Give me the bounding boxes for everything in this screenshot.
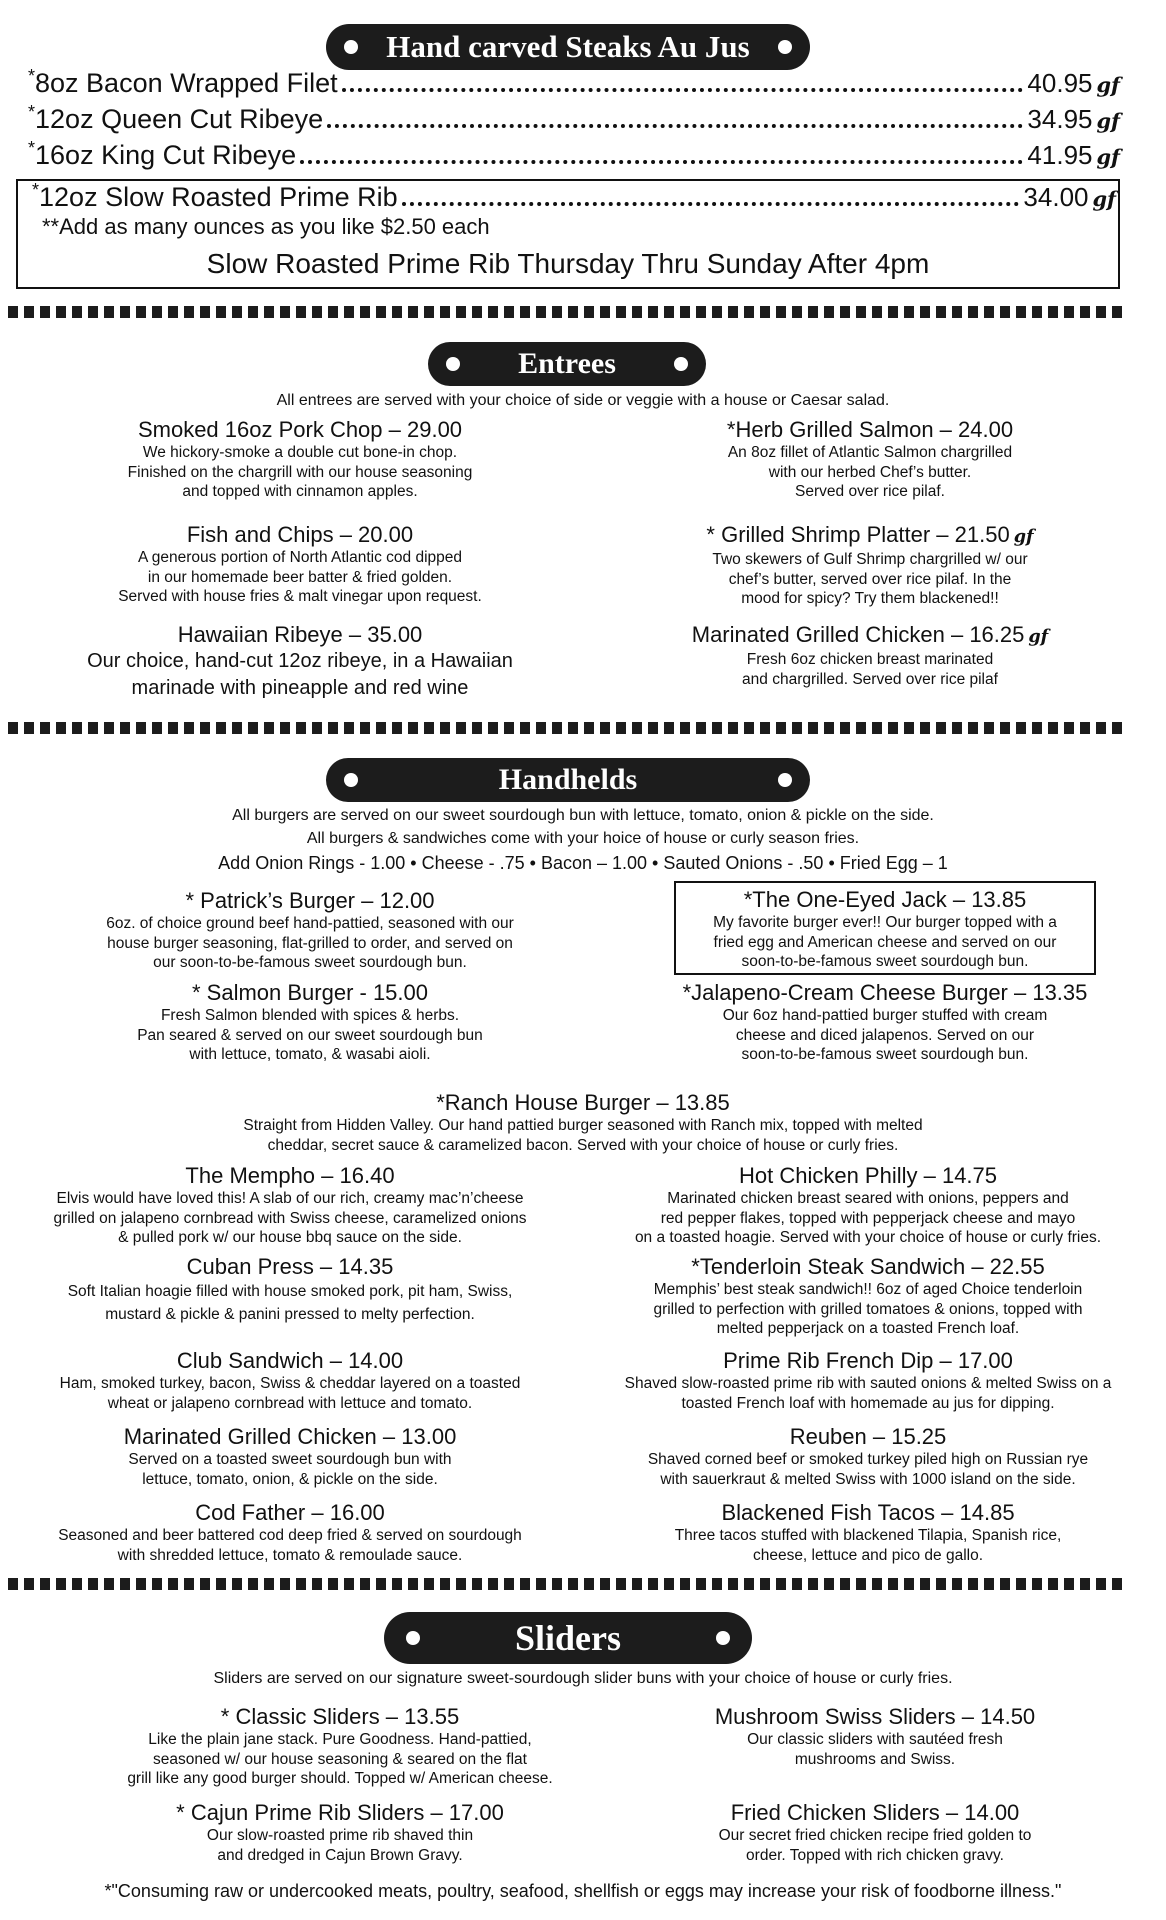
menu-item [570,1163,1166,1248]
addons: Add Onion Rings - 1.00 • Cheese - .75 • Bacon – 1.00 • Sauted Onions - .50 • Fried Egg – 1 [218,853,948,873]
item-desc: Elvis would have loved this! A slab of our rich, creamy mac’n’cheese grilled on jalapeno cornbread with Swiss cheese, caramelized onions & pulled pork w/ our house bbq sauce on the side. [53,1190,527,1246]
menu-item [570,1348,1166,1413]
item-desc: Like the plain jane stack. Pure Goodness. Hand-pattied, seasoned w/ our house seasoning & seared on the flat grill like any good burger should. Topped w/ American cheese. [127,1731,553,1787]
menu-item [650,1704,1100,1769]
handhelds-header [326,758,810,802]
item-desc: An 8oz fillet of Atlantic Salmon chargrilled with our herbed Chef’s butter. Served over rice pilaf. [727,444,1013,500]
item-title: Smoked 16oz Pork Chop – 29.00 [137,417,463,442]
featured-menu-item [674,881,1096,975]
gluten-free-icon: gf [1013,526,1034,547]
item-title: Fish and Chips – 20.00 [186,522,414,547]
menu-item [100,1090,1066,1155]
prime-rib-special: Slow Roasted Prime Rib Thursday Thru Sunday After 4pm [206,248,930,279]
menu-item [650,1800,1100,1865]
menu-item [570,1500,1166,1565]
gluten-free-icon: gf [1028,626,1049,647]
item-title: *Tenderloin Steak Sandwich – 22.55 [691,1254,1045,1279]
menu-item [40,622,560,702]
bullet-icon [716,1631,730,1645]
menu-item [0,1348,580,1413]
item-desc: Our secret fried chicken recipe fried golden to order. Topped with rich chicken gravy. [718,1827,1032,1864]
item-desc: We hickory-smoke a double cut bone-in chop. Finished on the chargrill with our house seasoning and topped with cinnamon apples. [127,444,473,500]
steak-price: 40.95 [1027,68,1093,98]
item-desc: Served on a toasted sweet sourdough bun with lettuce, tomato, onion, & pickle on the side. [128,1451,452,1488]
item-title: *Jalapeno-Cream Cheese Burger – 13.35 [682,980,1088,1005]
menu-item [70,1704,610,1789]
item-title: Cod Father – 16.00 [195,1500,385,1525]
sliders-title: Sliders [514,1618,621,1658]
steak-price: 34.00 [1023,182,1089,212]
item-title: Club Sandwich – 14.00 [176,1348,404,1373]
handhelds-title: Handhelds [498,763,638,796]
section-divider [8,722,1124,734]
menu-item [620,622,1120,689]
item-desc: Our slow-roasted prime rib shaved thin and dredged in Cajun Brown Gravy. [206,1827,474,1864]
item-desc: 6oz. of choice ground beef hand-pattied, seasoned with our house burger seasoning, flat-grilled to order, and served on our soon-to-be-famous sweet sourdough bun. [106,915,514,971]
item-desc: Seasoned and beer battered cod deep fried & served on sourdough with shredded lettuce, tomato & remoulade sauce. [58,1527,522,1564]
entrees-title: Entrees [518,347,616,380]
sliders-header [384,1612,752,1664]
menu-item [620,417,1120,502]
bullet-icon [446,357,460,371]
menu-item [40,522,560,607]
item-title: * Grilled Shrimp Platter – 21.50 [706,522,1010,547]
item-title: Reuben – 15.25 [789,1424,947,1449]
bullet-icon [778,40,792,54]
item-desc: Fresh Salmon blended with spices & herbs. Pan seared & served on our sweet sourdough bun with lettuce, tomato, & wasabi aioli. [137,1007,483,1063]
steak-price: 41.95 [1027,140,1093,170]
menu-item [0,1254,580,1326]
item-title: Marinated Grilled Chicken – 16.25 [691,622,1025,647]
prime-rib-note: **Add as many ounces as you like $2.50 each [42,214,490,239]
entrees-header [428,342,706,386]
menu-item [40,417,560,502]
item-desc: Our 6oz hand-pattied burger stuffed with cream cheese and diced jalapenos. Served on our soon-to-be-famous sweet sourdough bun. [722,1007,1048,1063]
steak-name: 12oz Queen Cut Ribeye [35,104,324,134]
item-title: Fried Chicken Sliders – 14.00 [730,1800,1020,1825]
bullet-icon [406,1631,420,1645]
section-divider [8,306,1124,318]
steak-price: 34.95 [1027,104,1093,134]
item-title: Blackened Fish Tacos – 14.85 [721,1500,1015,1525]
item-title: * Classic Sliders – 13.55 [220,1704,460,1729]
steak-name: 8oz Bacon Wrapped Filet [35,68,338,98]
item-title: Marinated Grilled Chicken – 13.00 [123,1424,457,1449]
item-title: Prime Rib French Dip – 17.00 [723,1348,1013,1373]
steaks-title: Hand carved Steaks Au Jus [386,29,750,64]
item-title: * Patrick’s Burger – 12.00 [185,888,435,913]
item-desc: Three tacos stuffed with blackened Tilapia, Spanish rice, cheese, lettuce and pico de gallo. [674,1527,1062,1564]
item-desc: Shaved slow-roasted prime rib with sauted onions & melted Swiss on a toasted French loaf with homemade au jus for dipping. [624,1375,1112,1412]
handhelds-intro: All burgers & sandwiches come with your hoice of house or curly season fries. [306,830,860,847]
steak-item: *12oz Queen Cut Ribeye 34.95 gf [28,102,1120,134]
item-desc: A generous portion of North Atlantic cod dipped in our homemade beer batter & fried golden. Served with house fries & malt vinegar upon request. [118,549,482,605]
handhelds-intro: All burgers are served on our sweet sourdough bun with lettuce, tomato, onion & pickle on the side. [232,807,934,824]
bullet-icon [344,40,358,54]
foodborne-illness-disclaimer: *"Consuming raw or undercooked meats, poultry, seafood, shellfish or eggs may increase your risk of foodborne illness." [104,1881,1062,1901]
gluten-free-icon: gf [1096,108,1120,133]
menu-item [570,1424,1166,1489]
sliders-intro: Sliders are served on our signature sweet-sourdough slider buns with your choice of house or curly fries. [213,1670,953,1687]
menu-item [30,888,590,973]
menu-item [0,1424,580,1489]
item-desc: Shaved corned beef or smoked turkey piled high on Russian rye with sauerkraut & melted Swiss with 1000 island on the side. [647,1451,1089,1488]
item-desc: Our choice, hand-cut 12oz ribeye, in a Hawaiian marinade with pineapple and red wine [87,650,513,699]
gluten-free-icon: gf [1092,186,1116,211]
steaks-header [326,24,810,70]
menu-item [0,1500,580,1565]
item-desc: Ham, smoked turkey, bacon, Swiss & cheddar layered on a toasted wheat or jalapeno cornbread with lettuce and tomato. [59,1375,521,1412]
item-title: *Herb Grilled Salmon – 24.00 [726,417,1014,442]
gluten-free-icon: gf [1096,144,1120,169]
menu-item [30,980,590,1065]
gluten-free-icon: gf [1096,72,1120,97]
menu-item [0,1163,580,1248]
item-desc: Fresh 6oz chicken breast marinated and chargrilled. Served over rice pilaf [742,651,998,688]
steak-item: *16oz King Cut Ribeye 41.95 gf [28,138,1120,170]
item-title: * Salmon Burger - 15.00 [191,980,429,1005]
item-desc: Memphis’ best steak sandwich!! 6oz of aged Choice tenderloin grilled to perfection with grilled tomatoes & onions, topped with melted pepperjack on a toasted French loaf. [653,1281,1083,1337]
item-title: Cuban Press – 14.35 [186,1254,394,1279]
item-title: *The One-Eyed Jack – 13.85 [743,887,1027,912]
steak-item: *8oz Bacon Wrapped Filet 40.95 gf [28,66,1120,98]
menu-item [650,980,1120,1065]
menu-item [70,1800,610,1865]
item-title: Hot Chicken Philly – 14.75 [738,1163,998,1188]
item-title: * Cajun Prime Rib Sliders – 17.00 [176,1800,504,1825]
item-title: The Mempho – 16.40 [185,1163,395,1188]
bullet-icon [344,773,358,787]
item-title: *Ranch House Burger – 13.85 [436,1090,730,1115]
item-desc: Two skewers of Gulf Shrimp chargrilled w/ our chef’s butter, served over rice pilaf. In the mood for spicy? Try them blackened!! [712,551,1028,607]
steak-name: 16oz King Cut Ribeye [35,140,297,170]
menu-item [620,522,1120,609]
bullet-icon [674,357,688,371]
item-desc: Marinated chicken breast seared with onions, peppers and red pepper flakes, topped with pepperjack cheese and mayo on a toasted hoagie. Served with your choice of house or curly fries. [634,1190,1102,1246]
item-title: Hawaiian Ribeye – 35.00 [177,622,423,647]
steak-name: 12oz Slow Roasted Prime Rib [39,182,398,212]
item-desc: Our classic sliders with sautéed fresh mushrooms and Swiss. [747,1731,1003,1768]
item-desc: Straight from Hidden Valley. Our hand pattied burger seasoned with Ranch mix, topped with melted cheddar, secret sauce & caramelized bacon. Served with your choice of house or curly fries. [243,1117,923,1154]
bullet-icon [778,773,792,787]
menu-item [570,1254,1166,1339]
item-desc: My favorite burger ever!! Our burger topped with a fried egg and American cheese and served on our soon-to-be-famous sweet sourdough bun. [713,914,1057,970]
section-divider [8,1578,1124,1590]
item-desc: Soft Italian hoagie filled with house smoked pork, pit ham, Swiss, mustard & pickle & panini pressed to melty perfection. [67,1283,513,1323]
prime-rib-item: *12oz Slow Roasted Prime Rib 34.00 gf [32,180,1116,212]
item-title: Mushroom Swiss Sliders – 14.50 [714,1704,1036,1729]
entrees-intro: All entrees are served with your choice of side or veggie with a house or Caesar salad. [276,392,890,409]
